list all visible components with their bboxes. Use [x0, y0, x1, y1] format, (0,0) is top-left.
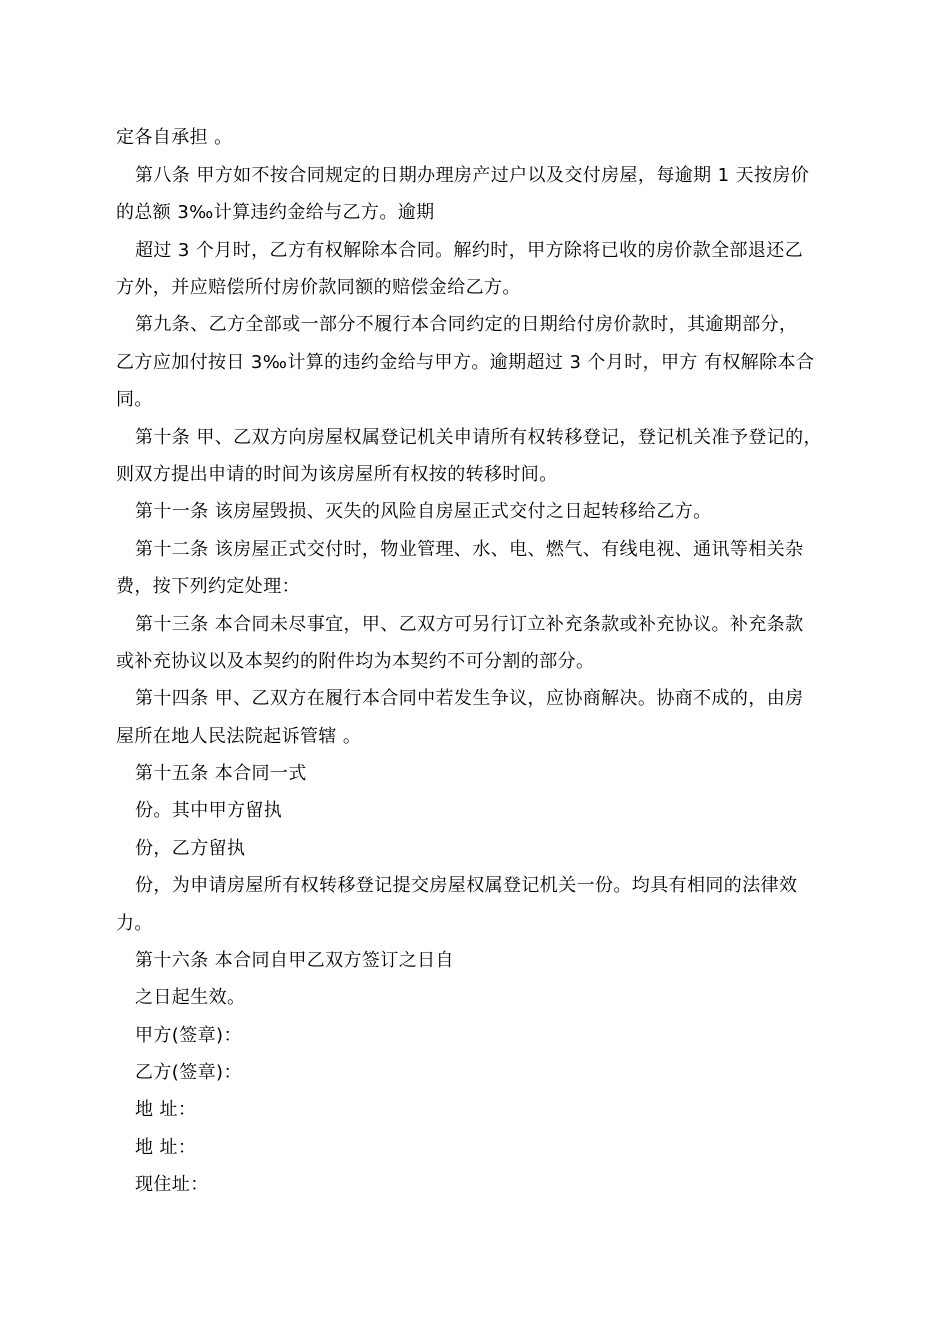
text-line: 第十一条 该房屋毁损、灭失的风险自房屋正式交付之日起转移给乙方。: [135, 501, 712, 522]
text-line: 超过 3 个月时，乙方有权解除本合同。解约时，甲方除将已收的房价款全部退还乙: [135, 240, 804, 261]
text-line: 第十三条 本合同未尽事宜，甲、乙双方可另行订立补充条款或补充协议。补充条款: [135, 614, 804, 635]
signature-line-party-b: 乙方(签章)：: [135, 1062, 242, 1083]
text-line: 之日起生效。: [135, 987, 246, 1008]
current-address-line: 现住址：: [135, 1174, 209, 1195]
text-line: 份，为申请房屋所有权转移登记提交房屋权属登记机关一份。均具有相同的法律效: [135, 875, 798, 896]
text-line: 第十二条 该房屋正式交付时，物业管理、水、电、燃气、有线电视、通讯等相关杂: [135, 539, 804, 560]
text-line: 则双方提出申请的时间为该房屋所有权按的转移时间。: [116, 464, 558, 485]
text-line: 第十六条 本合同自甲乙双方签订之日自: [135, 950, 454, 971]
text-line: 第十四条 甲、乙双方在履行本合同中若发生争议，应协商解决。协商不成的，由房: [135, 688, 804, 709]
text-line: 方外，并应赔偿所付房价款同额的赔偿金给乙方。: [116, 277, 521, 298]
text-line: 或补充协议以及本契约的附件均为本契约不可分割的部分。: [116, 651, 595, 672]
text-line: 第九条、乙方全部或一部分不履行本合同约定的日期给付房价款时，其逾期部分，: [135, 314, 798, 335]
text-line: 屋所在地人民法院起诉管辖 。: [116, 726, 362, 747]
text-line: 同。: [116, 389, 153, 410]
text-line: 份，乙方留执: [135, 838, 246, 859]
text-line: 的总额 3‰计算违约金给与乙方。逾期: [116, 202, 435, 223]
address-line: 地 址：: [135, 1137, 197, 1158]
text-line: 第十条 甲、乙双方向房屋权属登记机关申请所有权转移登记，登记机关准予登记的，: [135, 427, 822, 448]
text-line: 乙方应加付按日 3‰计算的违约金给与甲方。逾期超过 3 个月时，甲方 有权解除本合: [116, 352, 815, 373]
address-line: 地 址：: [135, 1099, 197, 1120]
text-line: 费，按下列约定处理：: [116, 576, 300, 597]
text-line: 份。其中甲方留执: [135, 800, 283, 821]
signature-line-party-a: 甲方(签章)：: [135, 1025, 242, 1046]
text-line: 第八条 甲方如不按合同规定的日期办理房产过户以及交付房屋，每逾期 1 天按房价: [135, 165, 810, 186]
text-line: 力。: [116, 913, 153, 934]
text-line: 定各自承担 。: [116, 127, 233, 148]
text-line: 第十五条 本合同一式: [135, 763, 307, 784]
